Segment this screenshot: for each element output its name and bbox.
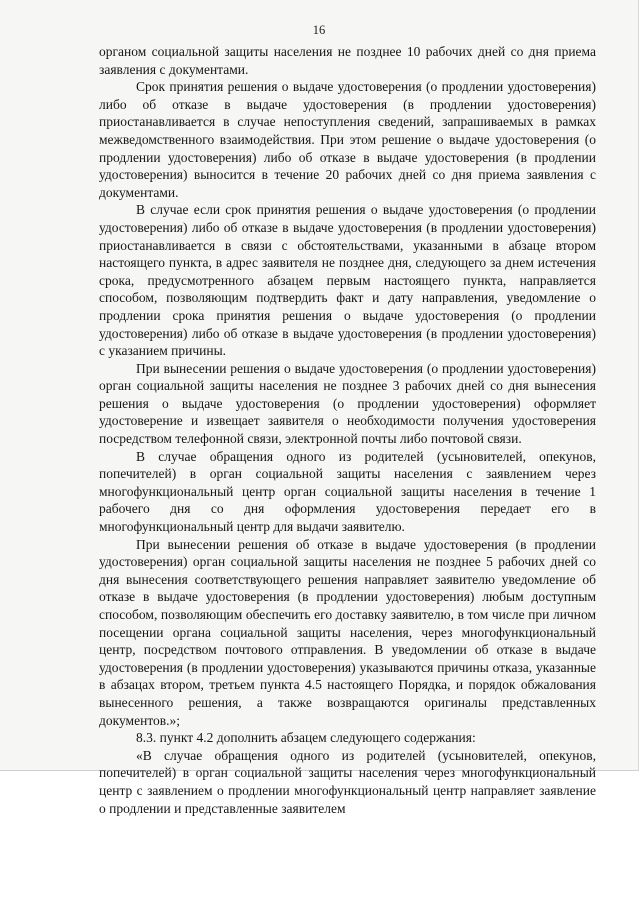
page-number: 16 [312, 23, 326, 37]
paragraph: Срок принятия решения о выдаче удостоверения (о продлении удостоверения) либо об отказе в выдаче удостоверения (в продлении удостоверения) приостанавливается в случае непоступления сведений, запрашиваемых в рамках межведомственного взаимодействия. При этом решение о выдаче удостоверения (о продлении удостоверения) либо об отказе в выдаче удостоверения (в продлении удостоверения) выносится в течение 20 рабочих дней со дня приема заявления с документами. [99, 79, 596, 200]
paragraph: 8.3. пункт 4.2 дополнить абзацем следующего содержания: [136, 730, 476, 746]
paragraph: «В случае обращения одного из родителей (усыновителей, опекунов, попечителей) в орган социальной защиты населения через многофункциональный центр с заявлением о продлении многофункциональный центр направляет заявление о продлении и представленные заявителем [99, 747, 596, 816]
paragraph: При вынесении решения о выдаче удостоверения (о продлении удостоверения) орган социальной защиты населения не позднее 3 рабочих дней со дня вынесения решения о выдаче удостоверения (о продлении удостоверения) оформляет удостоверение и извещает заявителя о необходимости получения удостоверения посредством телефонной связи, электронной почты либо почтовой связи. [99, 360, 596, 447]
paragraph: органом социальной защиты населения не позднее 10 рабочих дней со дня приема заявления с документами. [99, 44, 596, 77]
paragraph: При вынесении решения об отказе в выдаче удостоверения (в продлении удостоверения) орган социальной защиты населения не позднее 5 рабочих дней со дня вынесения соответствующего решения направляет заявителю уведомление об отказе в выдаче удостоверения (в продлении удостоверения) любым доступным способом, позволяющим обеспечить его доставку заявителю, в том числе при личном посещении органа социальной защиты населения, через многофункциональный центр, посредством почтового отправления. В уведомлении об отказе в выдаче удостоверения (в продлении удостоверения) указываются причины отказа, указанные в абзацах втором, третьем пункта 4.5 настоящего Порядка, и порядок обжалования вынесенного решения, а также возвращаются оригиналы представленных документов.»; [99, 536, 596, 728]
paragraph: В случае обращения одного из родителей (усыновителей, опекунов, попечителей) в орган социальной защиты населения с заявлением через многофункциональный центр орган социальной защиты населения в течение 1 рабочего дня со дня оформления удостоверения передает его в многофункциональный центр для выдачи заявителю. [99, 448, 596, 535]
paragraph: В случае если срок принятия решения о выдаче удостоверения (о продлении удостоверения) либо об отказе в выдаче удостоверения (в продлении удостоверения) приостанавливается в связи с обстоятельствами, указанными в абзаце втором настоящего пункта, в адрес заявителя не позднее дня, следующего за днем истечения срока, предусмотренного абзацем первым настоящего пункта, направляется способом, позволяющим подтвердить факт и дату направления, уведомление о продлении срока принятия решения о выдаче удостоверения (о продлении удостоверения) либо об отказе в выдаче удостоверения (в продлении удостоверения) с указанием причины. [99, 202, 596, 359]
document-body [99, 43, 596, 817]
